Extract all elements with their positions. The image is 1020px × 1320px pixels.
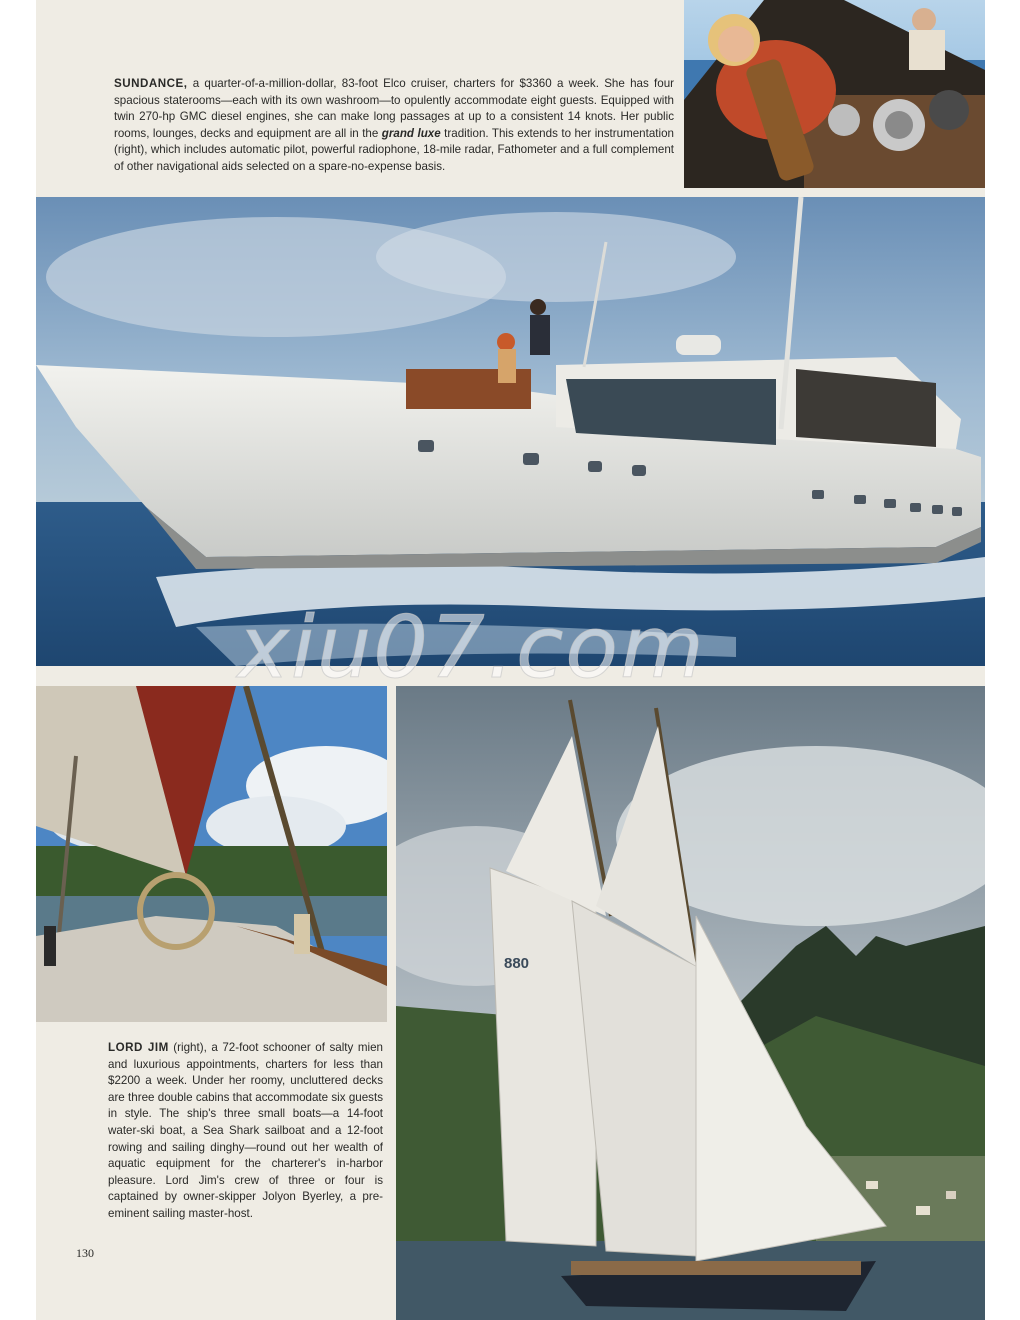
lord-jim-caption-lead: LORD JIM — [108, 1041, 169, 1054]
sundance-cruiser-photo — [36, 197, 985, 666]
lord-jim-caption — [108, 1040, 383, 1223]
sail-number: 880 — [504, 955, 530, 972]
sundance-caption-lead: SUNDANCE, — [114, 77, 188, 90]
lord-jim-caption-text: (right), a 72-foot schooner of salty mien and luxurious appointments, charters for less than $2200 a week. Under her roomy, uncluttered decks are three double cabins that accommodate six guests in style. The ship's three small boats—a 14-foot water-ski boat, a Sea Shark sailboat and a 12-foot rowing and sailing dinghy—round out her wealth of aquatic equipment for the charterer's in-harbor pleasure. Lord Jim's crew of three or four is captained by owner-skipper Jolyon Byerley, a pre-eminent sailing master-host. — [108, 1041, 383, 1220]
instrumentation-photo — [684, 0, 985, 188]
page-number: 130 — [76, 1246, 94, 1260]
lord-jim-schooner-photo — [396, 686, 985, 1320]
lord-jim-deck-photo — [36, 686, 387, 1022]
sundance-caption-text-2: tradition. This extends to her instrumentation (right), which includes automatic pilot, powerful radiophone, 18-mile radar, Fathometer and a full complement of other navigational aids selected on a spare-no-expense basis. — [114, 126, 674, 173]
sundance-caption-text-1: a quarter-of-a-million-dollar, 83-foot Elco cruiser, charters for $3360 a week. She has four spacious staterooms—each with its own washroom—to opulently accommodate eight guests. Equipped with twin 270-hp GMC diesel engines, she can make long passages at up to a consistent 14 knots. Her public rooms, lounges, decks and equipment are all in the — [114, 77, 674, 140]
sundance-caption-emphasis: grand luxe — [381, 126, 441, 140]
sundance-caption — [114, 76, 674, 176]
watermark: xiu07.com — [238, 598, 706, 698]
